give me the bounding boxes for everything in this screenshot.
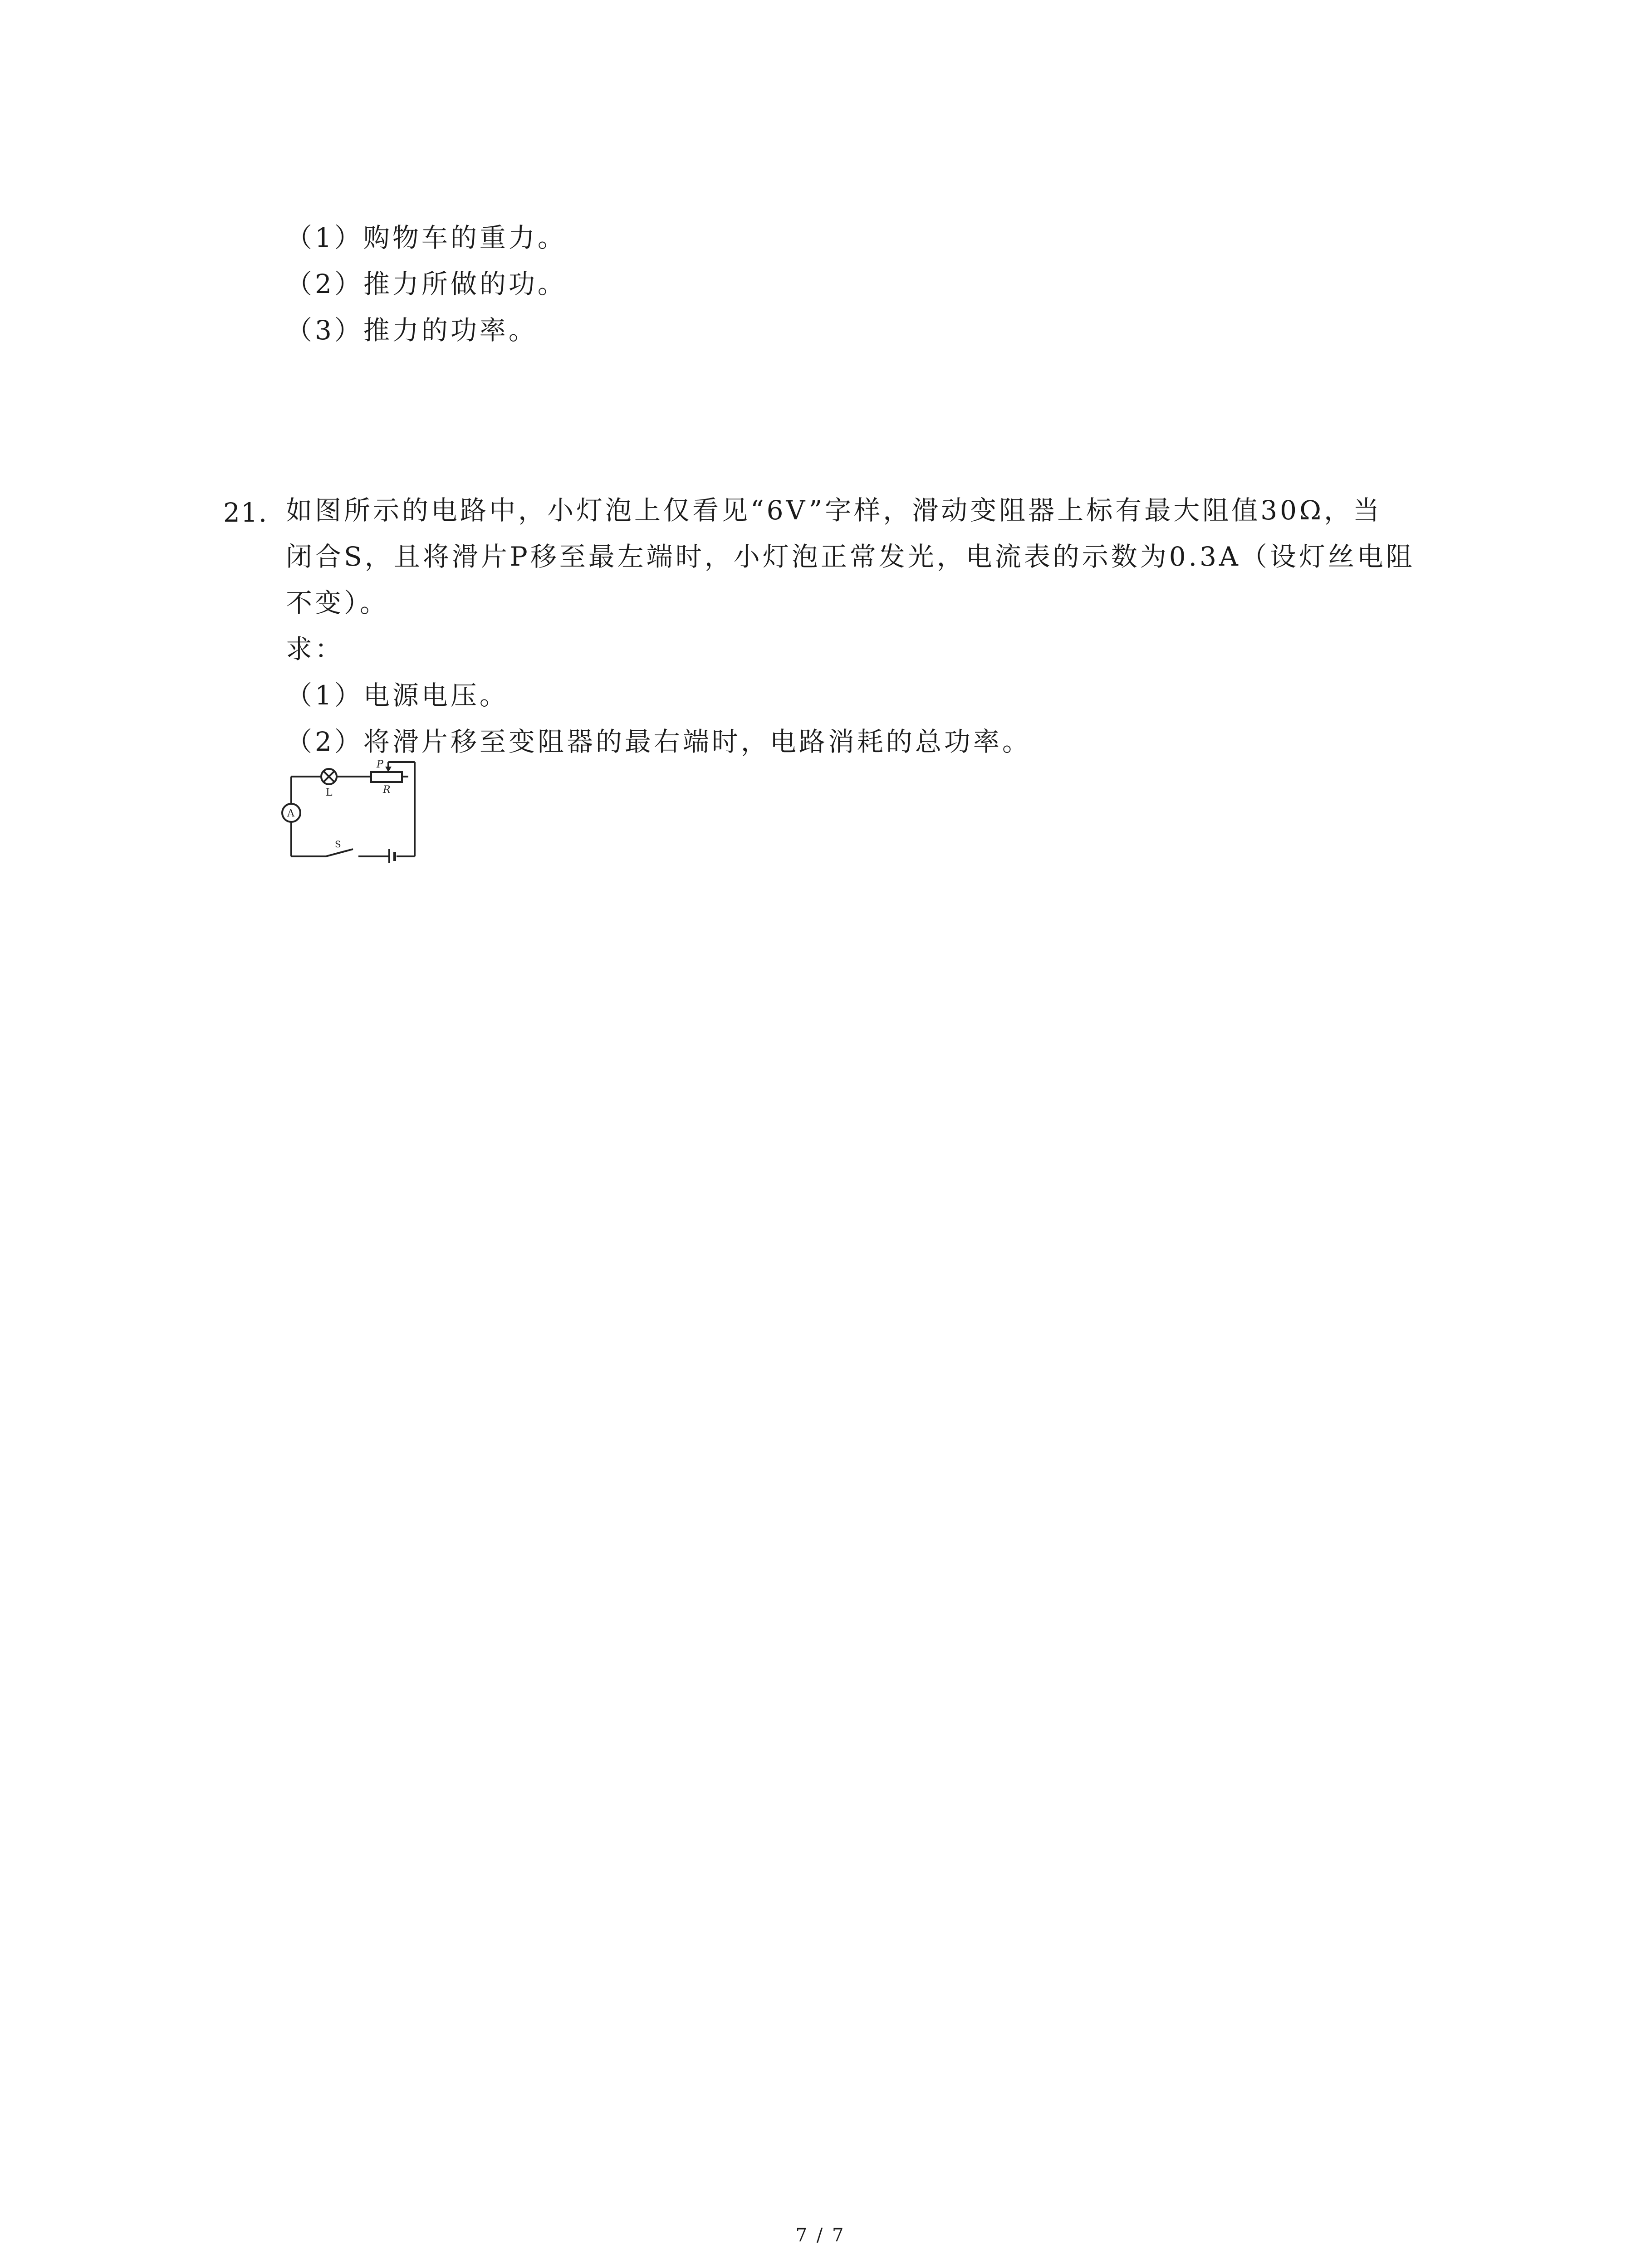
ammeter-label: A [287, 808, 294, 819]
page-number: 7 / 7 [795, 2225, 846, 2246]
question-item-1: （1）电源电压。 [286, 680, 509, 711]
prev-question-item-1: （1）购物车的重力。 [286, 222, 567, 253]
prev-question-item-3: （3）推力的功率。 [286, 315, 538, 346]
switch-label: S [335, 839, 341, 850]
circuit-diagram [280, 758, 426, 863]
question-text-line-1: 如图所示的电路中，小灯泡上仅看见“6V”字样，滑动变阻器上标有最大阻值30Ω，当 [286, 495, 1382, 526]
question-item-2: （2）将滑片移至变阻器的最右端时，电路消耗的总功率。 [286, 726, 1031, 757]
question-text-line-2: 闭合S，且将滑片P移至最左端时，小灯泡正常发光，电流表的示数为0.3A（设灯丝电阻 [286, 541, 1415, 572]
rheostat-label: R [383, 784, 391, 796]
question-text-line-3: 不变）。 [286, 587, 389, 618]
lamp-label: L [326, 787, 333, 798]
question-number: 21. [223, 497, 268, 528]
prev-question-item-2: （2）推力所做的功。 [286, 269, 567, 299]
question-prompt: 求： [286, 634, 344, 665]
slider-label: P [377, 759, 383, 770]
